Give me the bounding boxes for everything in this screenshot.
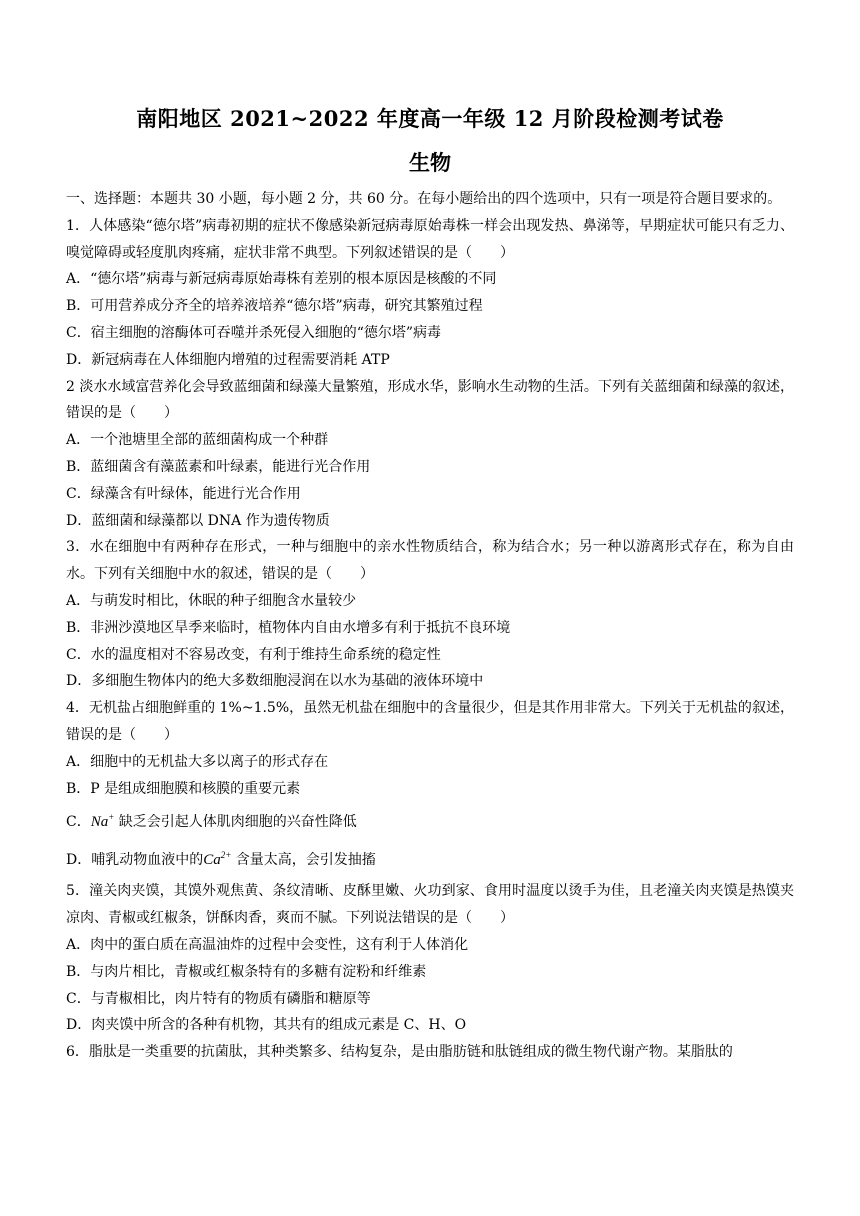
question-2-stem: 2 淡水水域富营养化会导致蓝细菌和绿藻大量繁殖，形成水华，影响水生动物的生活。下列有关蓝细菌和绿藻的叙述，错误的是（ ） <box>66 378 794 422</box>
question-1-option-d: D．新冠病毒在人体细胞内增殖的过程需要消耗 ATP <box>66 351 390 368</box>
question-2-option-d: D．蓝细菌和绿藻都以 DNA 作为遗传物质 <box>66 512 330 529</box>
question-2-option-b: B．蓝细菌含有藻蓝素和叶绿素，能进行光合作用 <box>66 458 371 475</box>
question-6-stem: 6．脂肽是一类重要的抗菌肽，其种类繁多、结构复杂，是由脂肪链和肽链组成的微生物代谢产物。某脂肽的 <box>66 1044 733 1061</box>
option-d-prefix: D．哺乳动物血液中的 <box>66 852 204 869</box>
subject-title: 生物 <box>409 150 451 175</box>
calcium-ion-formula <box>203 852 231 868</box>
section-intro: 一、选择题：本题共 30 小题，每小题 2 分，共 60 分。在每小题给出的四个选项中，只有一项是符合题目要求的。 <box>66 191 782 207</box>
question-5-option-d: D．肉夹馍中所含的各种有机物，其共有的组成元素是 C、H、O <box>66 1017 467 1034</box>
question-4-stem: 4．无机盐占细胞鲜重的 1%~1.5%，虽然无机盐在细胞中的含量很少，但是其作用非常大。下列关于无机盐的叙述，错误的是（ ） <box>66 700 794 743</box>
exam-title: 南阳地区 2021~2022 年度高一年级 12 月阶段检测考试卷 <box>136 106 724 131</box>
question-1-option-a: A．“德尔塔”病毒与新冠病毒原始毒株有差别的根本原因是核酸的不同 <box>66 271 497 288</box>
question-2-option-a: A．一个池塘里全部的蓝细菌构成一个种群 <box>66 432 329 449</box>
question-1-option-b: B．可用营养成分齐全的培养液培养“德尔塔”病毒，研究其繁殖过程 <box>66 298 483 315</box>
exam-body <box>66 186 794 1066</box>
question-1-stem: 1．人体感染“德尔塔”病毒初期的症状不像感染新冠病毒原始毒株一样会出现发热、鼻涕等，早期症状可能只有乏力、嗅觉障碍或轻度肌肉疼痛，症状非常不典型。下列叙述错误的是（ ） <box>66 217 794 261</box>
option-c-prefix: C． <box>66 814 91 831</box>
sodium-charge: + <box>108 812 115 823</box>
option-c-text: 缺乏会引起人体肌肉细胞的兴奋性降低 <box>118 814 357 831</box>
question-5-option-b: B．与肉片相比，青椒或红椒条特有的多糖有淀粉和纤维素 <box>66 963 427 980</box>
question-4-option-d <box>66 842 794 878</box>
question-4-option-b: B．P 是组成细胞膜和核膜的重要元素 <box>66 780 301 797</box>
question-5-stem: 5．潼关肉夹馍，其馍外观焦黄、条纹清晰、皮酥里嫩、火功到家、食用时温度以烫手为佳，且老潼关肉夹馍是热馍夹凉肉、青椒或红椒条，饼酥肉香，爽而不腻。下列说法错误的是（ ） <box>66 883 794 927</box>
question-3-option-d: D．多细胞生物体内的绝大多数细胞浸润在以水为基础的液体环境中 <box>66 673 484 690</box>
question-4-option-a: A．细胞中的无机盐大多以离子的形式存在 <box>66 753 329 770</box>
question-5-option-a: A．肉中的蛋白质在高温油炸的过程中会变性，这有利于人体消化 <box>66 936 469 953</box>
question-3-option-a: A．与萌发时相比，休眠的种子细胞含水量较少 <box>66 592 357 609</box>
option-d-text: 含量太高，会引发抽搐 <box>235 852 376 869</box>
question-5-option-c: C．与青椒相比，肉片特有的物质有磷脂和糖原等 <box>66 990 371 1007</box>
sodium-ion-formula <box>91 814 115 830</box>
sodium-symbol: Na <box>90 814 109 831</box>
question-3-option-c: C．水的温度相对不容易改变，有利于维持生命系统的稳定性 <box>66 646 441 663</box>
question-3-stem: 3．水在细胞中有两种存在形式，一种与细胞中的亲水性物质结合，称为结合水；另一种以游离形式存在，称为自由水。下列有关细胞中水的叙述，错误的是（ ） <box>66 539 794 583</box>
question-2-option-c: C．绿藻含有叶绿体，能进行光合作用 <box>66 485 301 502</box>
calcium-charge: 2+ <box>220 850 232 861</box>
question-1-option-c: C．宿主细胞的溶酶体可吞噬并杀死侵入细胞的“德尔塔”病毒 <box>66 324 442 341</box>
calcium-symbol: Ca <box>203 852 221 869</box>
question-4-option-c <box>66 802 794 842</box>
question-3-option-b: B．非洲沙漠地区旱季来临时，植物体内自由水增多有利于抵抗不良环境 <box>66 619 511 636</box>
